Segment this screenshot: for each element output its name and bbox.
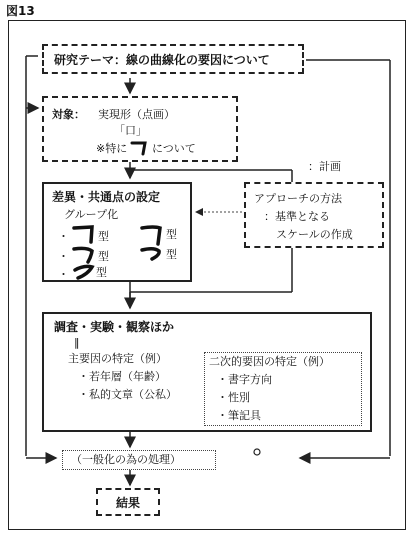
secondary-factor-box	[204, 352, 362, 426]
generalization-box	[62, 450, 216, 470]
generalization-text: （一般化の為の処理）	[71, 453, 181, 466]
bullet-5: ・	[58, 268, 69, 281]
bullet-3: ・	[58, 250, 69, 263]
settings-box	[42, 182, 192, 282]
target-line-2: 「口」	[114, 124, 147, 137]
secondary-factor-heading: 二次的要因の特定（例）	[209, 355, 330, 368]
survey-equals: ‖	[74, 336, 80, 349]
bullet-1: ・	[58, 230, 69, 243]
hook-stroke-icon	[130, 140, 148, 156]
main-factor-item-1: ・若年層（年齢）	[78, 370, 166, 383]
type-label-3: 型	[98, 250, 109, 263]
hook-type-2-icon	[140, 224, 164, 246]
research-theme-box	[42, 44, 304, 74]
hook-type-4-icon	[140, 246, 164, 262]
secondary-factor-item-3: ・筆記具	[217, 409, 261, 422]
result-box	[96, 488, 160, 516]
approach-box	[244, 182, 384, 248]
plan-label: ：計画	[308, 160, 341, 173]
approach-title: アプローチの方法	[254, 192, 342, 205]
settings-subtitle: グループ化	[64, 208, 119, 221]
type-label-4: 型	[166, 248, 177, 261]
settings-title: 差異・共通点の設定	[52, 190, 161, 204]
type-label-5: 型	[96, 266, 107, 279]
target-line-3-suffix: について	[152, 142, 196, 155]
target-box	[42, 96, 238, 162]
target-heading: 対象：	[52, 108, 85, 121]
survey-box	[42, 312, 372, 432]
target-line-1: 実現形（点画）	[98, 108, 175, 121]
approach-line-1: ：基準となる	[264, 210, 330, 223]
result-text: 結果	[116, 496, 141, 510]
secondary-factor-item-2: ・性別	[217, 391, 250, 404]
figure-label: 図13	[6, 4, 35, 18]
hook-type-1-icon	[72, 224, 96, 244]
main-factor-heading: 主要因の特定（例）	[68, 352, 167, 365]
target-line-3-prefix: ※特に	[96, 142, 128, 155]
hook-type-5-icon	[72, 264, 96, 280]
circle-mark-icon	[252, 447, 262, 457]
secondary-factor-item-1: ・書字方向	[217, 373, 272, 386]
research-theme-text: 研究テーマ：線の曲線化の要因について	[54, 53, 270, 67]
type-label-1: 型	[98, 230, 109, 243]
approach-line-2: スケールの作成	[276, 228, 353, 241]
hook-type-3-icon	[72, 246, 96, 264]
main-factor-item-2: ・私的文章（公私）	[78, 388, 177, 401]
survey-title: 調査・実験・観察ほか	[54, 320, 175, 334]
type-label-2: 型	[166, 228, 177, 241]
